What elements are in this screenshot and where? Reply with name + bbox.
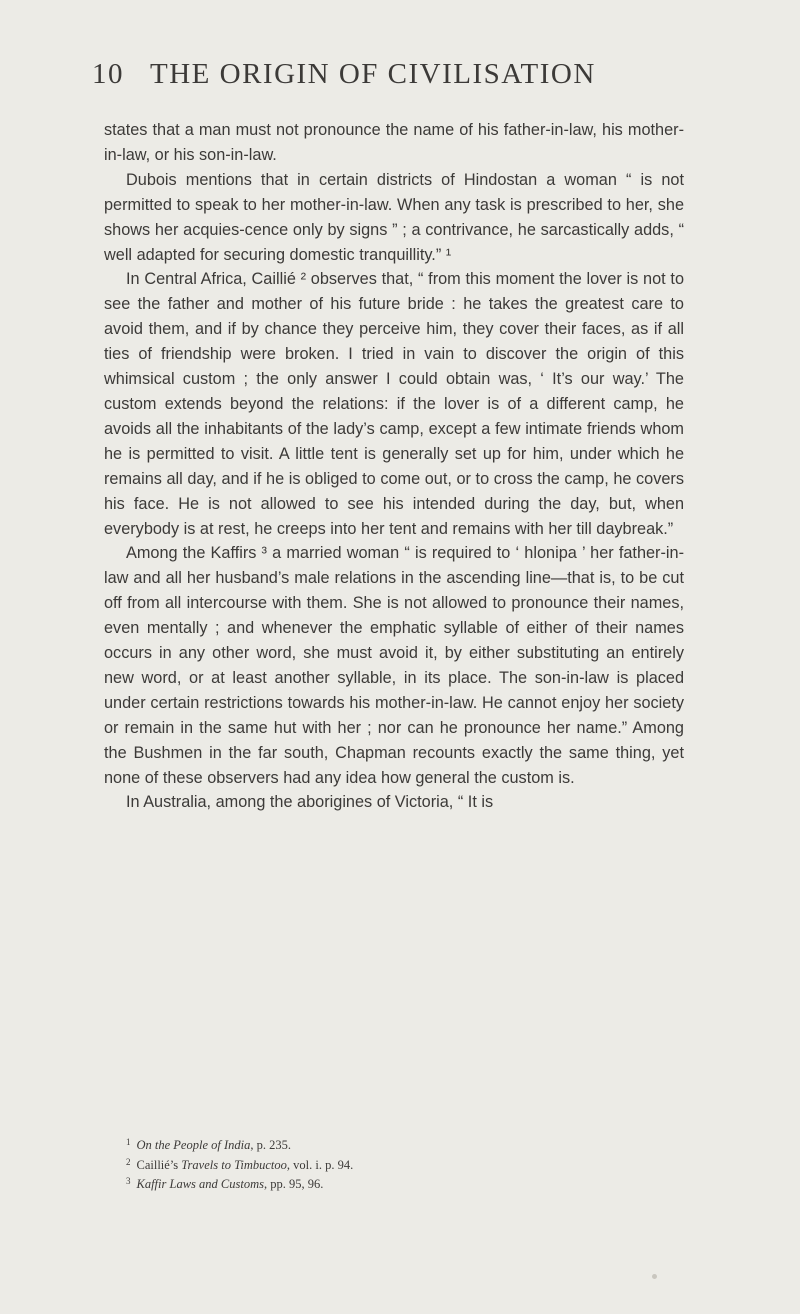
running-title: THE ORIGIN OF CIVILISATION (150, 58, 596, 90)
footnote-reference: , vol. i. p. 94. (286, 1157, 354, 1172)
paragraph-5: In Australia, among the aborigines of Victoria, “ It is (126, 793, 494, 812)
paragraph-1: states that a man must not pronounce the name of his father-in-law, his mother-in-law, or his son-in-law. (104, 121, 684, 164)
footnote-3 (104, 1173, 684, 1193)
footnote-title: Kaffir Laws and Customs (136, 1177, 264, 1191)
footnote-author: Caillié’s (136, 1157, 182, 1172)
footnote-2 (104, 1154, 684, 1174)
footnote-reference: , p. 235. (250, 1138, 291, 1152)
footnote-mark: 1 (126, 1137, 131, 1147)
running-head (92, 58, 682, 98)
footnotes (104, 1134, 684, 1193)
footnote-reference: , pp. 95, 96. (263, 1177, 324, 1191)
paragraph-4: Among the Kaffirs ³ a married woman “ is required to ‘ hlonipa ’ her father-in-law and all her husband’s male relations in the ascending line—that is, to be cut off from all intercourse with them. She is not allowed to pronounce their names, even mentally ; and whenever the emphatic syllable of either of their names occurs in any other word, she must avoid it, by either substituting an entirely new word, or at least another syllable, in its place. The son-in-law is placed under certain restrictions towards his mother-in-law. He cannot enjoy her society or remain in the same hut with her ; nor can he pronounce her name.” Among the Bushmen in the far south, Chapman recounts exactly the same thing, yet none of these observers had any idea how general the custom is. (104, 544, 684, 787)
page-number: 10 (92, 58, 124, 90)
paragraph-2: Dubois mentions that in certain districts of Hindostan a woman “ is not permitted to speak to her mother-in-law. When any task is prescribed to her, she shows her acquies-cence only by signs ” ; a contrivance, he sarcastically adds, “ well adapted for securing domestic tranquillity.” ¹ (104, 170, 684, 264)
body-text (104, 118, 684, 815)
footnote-1 (104, 1134, 684, 1154)
footnote-mark: 3 (126, 1176, 131, 1186)
footnote-mark: 2 (126, 1156, 131, 1167)
paper-speck (652, 1274, 657, 1279)
footnote-title: Travels to Timbuctoo (181, 1157, 287, 1172)
footnote-title: On the People of India (136, 1138, 251, 1152)
paragraph-3: In Central Africa, Caillié ² observes that, “ from this moment the lover is not to see the father and mother of his future bride : he takes the greatest care to avoid them, and if by chance they perceive him, they cover their faces, as if all ties of friendship were broken. I tried in vain to discover the origin of this whimsical custom ; the only answer I could obtain was, ‘ It’s our way.’ The custom extends beyond the relations: if the lover is of a different camp, he avoids all the inhabitants of the lady’s camp, except a few intimate friends whom he is permitted to visit. A little tent is generally set up for him, under which he remains all day, and if he is obliged to come out, or to cross the camp, he covers his face. He is not allowed to see his intended during the day, but, when everybody is at rest, he creeps into her tent and remains with her till daybreak.” (104, 270, 684, 538)
